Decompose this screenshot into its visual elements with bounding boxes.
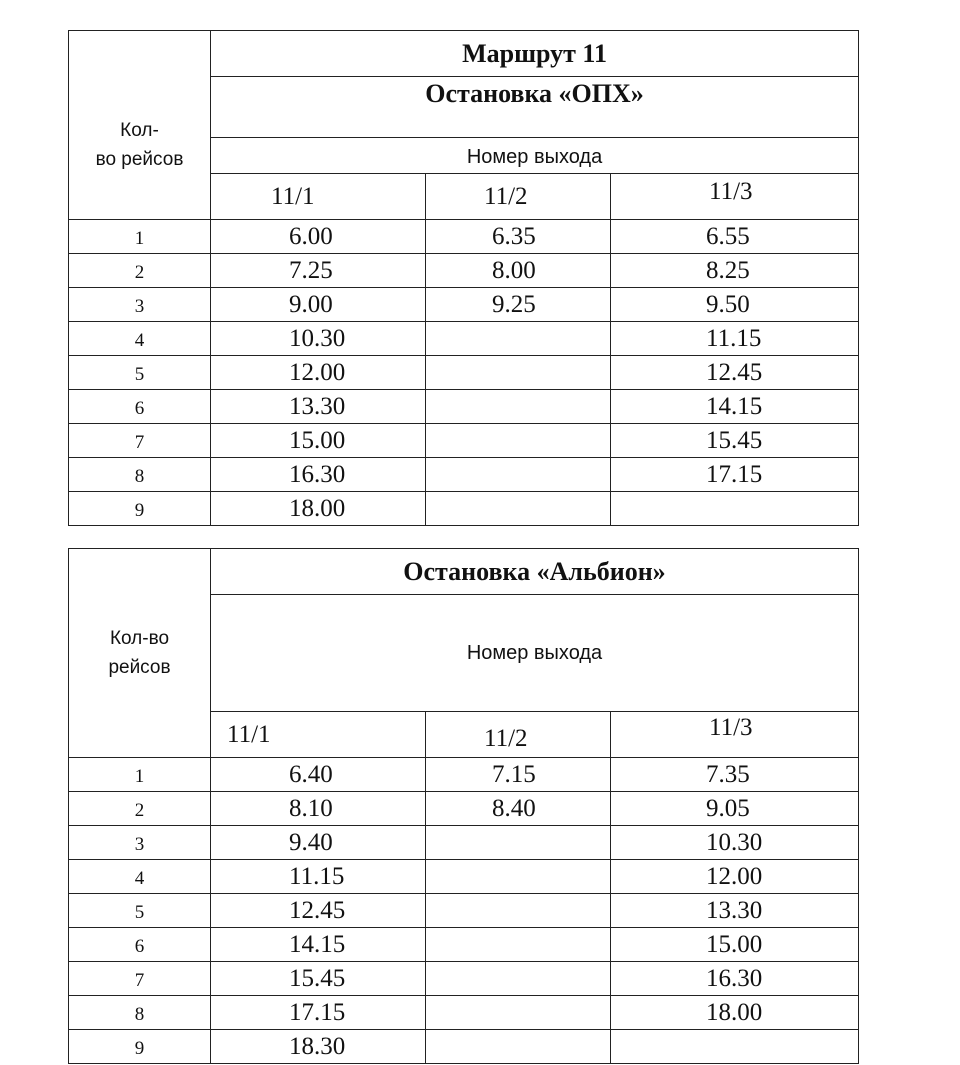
time-cell: 6.35 bbox=[426, 220, 611, 254]
time-cell: 15.00 bbox=[611, 928, 859, 962]
time-cell: 9.00 bbox=[211, 288, 426, 322]
schedule-table-opkh bbox=[68, 30, 859, 526]
schedule-table-albion bbox=[68, 548, 859, 1064]
time-cell bbox=[426, 390, 611, 424]
trip-number: 4 bbox=[69, 860, 211, 894]
time-cell bbox=[426, 424, 611, 458]
table-row bbox=[69, 792, 859, 826]
time-cell: 9.25 bbox=[426, 288, 611, 322]
time-cell: 18.00 bbox=[611, 996, 859, 1030]
time-cell bbox=[426, 860, 611, 894]
trip-number: 4 bbox=[69, 322, 211, 356]
trips-count-label-line1: Кол-во bbox=[109, 628, 170, 649]
time-cell bbox=[426, 322, 611, 356]
column-header-11-2: 11/2 bbox=[426, 712, 611, 758]
time-cell: 12.00 bbox=[211, 356, 426, 390]
time-cell: 7.35 bbox=[611, 758, 859, 792]
time-cell: 15.45 bbox=[211, 962, 426, 996]
route-title: Маршрут 11 bbox=[211, 31, 859, 77]
trip-number: 6 bbox=[69, 928, 211, 962]
table-row bbox=[69, 894, 859, 928]
time-cell: 16.30 bbox=[611, 962, 859, 996]
trip-number: 6 bbox=[69, 390, 211, 424]
time-cell: 15.00 bbox=[211, 424, 426, 458]
column-header-11-1: 11/1 bbox=[211, 174, 426, 220]
table-row bbox=[69, 322, 859, 356]
trip-number: 2 bbox=[69, 792, 211, 826]
column-header-11-3: 11/3 bbox=[611, 712, 859, 758]
time-cell: 12.45 bbox=[211, 894, 426, 928]
column-header-11-1: 11/1 bbox=[211, 712, 426, 758]
time-cell: 6.40 bbox=[211, 758, 426, 792]
time-cell: 6.00 bbox=[211, 220, 426, 254]
trip-number: 7 bbox=[69, 424, 211, 458]
stop-title: Остановка «Альбион» bbox=[211, 549, 859, 595]
time-cell: 14.15 bbox=[211, 928, 426, 962]
table-row bbox=[69, 254, 859, 288]
time-cell bbox=[426, 458, 611, 492]
time-cell: 16.30 bbox=[211, 458, 426, 492]
trip-number: 5 bbox=[69, 356, 211, 390]
time-cell: 11.15 bbox=[211, 860, 426, 894]
time-cell: 13.30 bbox=[211, 390, 426, 424]
time-cell: 15.45 bbox=[611, 424, 859, 458]
time-cell bbox=[611, 492, 859, 526]
time-cell: 9.40 bbox=[211, 826, 426, 860]
time-cell bbox=[426, 356, 611, 390]
table-row bbox=[69, 220, 859, 254]
time-cell: 7.25 bbox=[211, 254, 426, 288]
table-row bbox=[69, 356, 859, 390]
trip-number: 1 bbox=[69, 220, 211, 254]
time-cell: 18.00 bbox=[211, 492, 426, 526]
time-cell: 6.55 bbox=[611, 220, 859, 254]
table-row bbox=[69, 1030, 859, 1064]
trip-number: 7 bbox=[69, 962, 211, 996]
trip-number: 9 bbox=[69, 492, 211, 526]
time-cell bbox=[426, 894, 611, 928]
trip-number: 8 bbox=[69, 458, 211, 492]
table-row bbox=[69, 390, 859, 424]
time-cell: 8.25 bbox=[611, 254, 859, 288]
time-cell: 13.30 bbox=[611, 894, 859, 928]
time-cell: 18.30 bbox=[211, 1030, 426, 1064]
table-row bbox=[69, 458, 859, 492]
time-cell: 8.10 bbox=[211, 792, 426, 826]
time-cell bbox=[426, 928, 611, 962]
trips-count-header bbox=[69, 31, 211, 220]
time-cell bbox=[426, 826, 611, 860]
trips-count-header bbox=[69, 549, 211, 758]
time-cell: 12.00 bbox=[611, 860, 859, 894]
table-row bbox=[69, 962, 859, 996]
time-cell: 17.15 bbox=[211, 996, 426, 1030]
table-row bbox=[69, 288, 859, 322]
trip-number: 5 bbox=[69, 894, 211, 928]
exit-number-label: Номер выхода bbox=[211, 138, 859, 174]
trips-count-label-line1: Кол- bbox=[120, 120, 159, 141]
time-cell bbox=[426, 1030, 611, 1064]
time-cell: 17.15 bbox=[611, 458, 859, 492]
time-cell: 10.30 bbox=[211, 322, 426, 356]
time-cell: 7.15 bbox=[426, 758, 611, 792]
time-cell: 8.00 bbox=[426, 254, 611, 288]
trip-number: 2 bbox=[69, 254, 211, 288]
table-row bbox=[69, 860, 859, 894]
table-row bbox=[69, 826, 859, 860]
table-row bbox=[69, 492, 859, 526]
time-cell bbox=[426, 996, 611, 1030]
time-cell: 9.50 bbox=[611, 288, 859, 322]
time-cell: 12.45 bbox=[611, 356, 859, 390]
trips-count-label-line2: рейсов bbox=[108, 657, 171, 678]
trip-number: 1 bbox=[69, 758, 211, 792]
trip-number: 3 bbox=[69, 288, 211, 322]
exit-number-label: Номер выхода bbox=[211, 595, 859, 712]
trips-count-label-line2: во рейсов bbox=[95, 149, 184, 170]
time-cell: 8.40 bbox=[426, 792, 611, 826]
time-cell: 11.15 bbox=[611, 322, 859, 356]
time-cell bbox=[426, 962, 611, 996]
trip-number: 8 bbox=[69, 996, 211, 1030]
table-row bbox=[69, 758, 859, 792]
table-row bbox=[69, 996, 859, 1030]
time-cell bbox=[611, 1030, 859, 1064]
time-cell bbox=[426, 492, 611, 526]
time-cell: 14.15 bbox=[611, 390, 859, 424]
stop-title: Остановка «ОПХ» bbox=[211, 77, 859, 138]
table-row bbox=[69, 928, 859, 962]
trip-number: 3 bbox=[69, 826, 211, 860]
time-cell: 9.05 bbox=[611, 792, 859, 826]
column-header-11-3: 11/3 bbox=[611, 174, 859, 220]
column-header-11-2: 11/2 bbox=[426, 174, 611, 220]
time-cell: 10.30 bbox=[611, 826, 859, 860]
table-row bbox=[69, 424, 859, 458]
trip-number: 9 bbox=[69, 1030, 211, 1064]
